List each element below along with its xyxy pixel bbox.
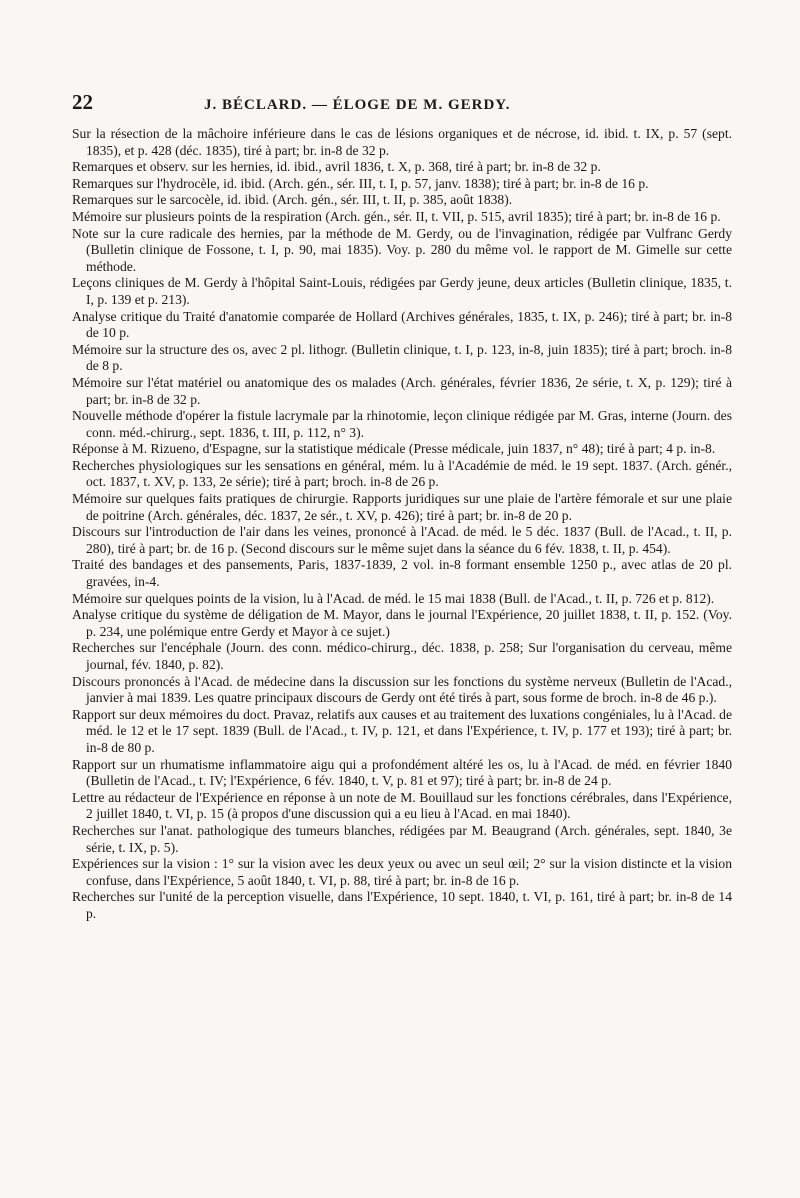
bibliography-entry: Analyse critique du Traité d'anatomie comparée de Hollard (Archives générales, 1835, t. IX, p. 246); tiré à part; br. in-8 de 10 p.	[72, 308, 732, 341]
bibliography-entry: Expériences sur la vision : 1° sur la vision avec les deux yeux ou avec un seul œil; 2° sur la vision distincte et la vision confuse, dans l'Expérience, 5 août 1840, t. VI, p. 88, tiré à part; br. in-8 de 16 p.	[72, 856, 732, 888]
bibliography-entry: Recherches sur l'anat. pathologique des tumeurs blanches, rédigées par M. Beaugrand (Arch. générales, sept. 1840, 3e série, t. IX, p. 5).	[72, 822, 732, 855]
bibliography-entry: Mémoire sur la structure des os, avec 2 pl. lithogr. (Bulletin clinique, t. I, p. 123, in-8, juin 1835); tiré à part; broch. in-8 de 8 p.	[72, 341, 732, 374]
bibliography-entry: Sur la résection de la mâchoire inférieure dans le cas de lésions organiques et de nécrose, id. ibid. t. IX, p. 57 (sept. 1835), et p. 428 (déc. 1835), tiré à part; br. in-8 de 32 p.	[72, 126, 732, 158]
page-header	[72, 90, 732, 124]
page	[72, 90, 732, 923]
bibliography-entry: Remarques sur l'hydrocèle, id. ibid. (Arch. gén., sér. III, t. I, p. 57, janv. 1838); tiré à part; br. in-8 de 16 p.	[72, 175, 649, 191]
bibliography-list	[72, 126, 732, 923]
bibliography-entry: Recherches sur l'unité de la perception visuelle, dans l'Expérience, 10 sept. 1840, t. VI, p. 161, tiré à part; br. in-8 de 14 p.	[72, 889, 732, 921]
bibliography-entry: Nouvelle méthode d'opérer la fistule lacrymale par la rhinotomie, leçon clinique rédigée par M. Gras, interne (Journ. des conn. méd.-chirurg., sept. 1836, t. III, p. 112, n° 3).	[72, 408, 732, 440]
bibliography-entry: Rapport sur un rhumatisme inflammatoire aigu qui a profondément altéré les os, lu à l'Acad. de méd. en février 1840 (Bulletin de l'Acad., t. IV; l'Expérience, 6 fév. 1840, t. V, p. 81 et 97); tiré à part; br. in-8 de 24 p.	[72, 756, 732, 789]
bibliography-entry: Mémoire sur quelques faits pratiques de chirurgie. Rapports juridiques sur une plaie de l'artère fémorale et sur une plaie de poitrine (Arch. générales, déc. 1837, 2e sér., t. XV, p. 426); tiré à part; br. in-8 de 20 p.	[72, 491, 732, 523]
bibliography-entry: Mémoire sur quelques points de la vision, lu à l'Acad. de méd. le 15 mai 1838 (Bull. de l'Acad., t. II, p. 726 et p. 812).	[72, 590, 715, 606]
bibliography-entry: Remarques et observ. sur les hernies, id. ibid., avril 1836, t. X, p. 368, tiré à part; br. in-8 de 32 p.	[72, 159, 601, 175]
bibliography-entry: Recherches sur l'encéphale (Journ. des conn. médico-chirurg., déc. 1838, p. 258; Sur l'organisation du cerveau, même journal, fév. 1840, p. 82).	[72, 640, 732, 672]
bibliography-entry: Note sur la cure radicale des hernies, par la méthode de M. Gerdy, ou de l'invagination, rédigée par Vulfranc Gerdy (Bulletin clinique de Fossone, t. I, p. 90, mai 1835). Voy. p. 280 du même vol. le rapport de M. Gimelle sur cette méthode.	[72, 225, 732, 274]
bibliography-entry: Discours sur l'introduction de l'air dans les veines, prononcé à l'Acad. de méd. le 5 déc. 1837 (Bull. de l'Acad., t. II, p. 280), tiré à part; br. de 16 p. (Second discours sur le même sujet dans la séance du 6 fév. 1838, t. II, p. 454).	[72, 524, 732, 556]
bibliography-entry: Analyse critique du système de déligation de M. Mayor, dans le journal l'Expérience, 20 juillet 1838, t. II, p. 152. (Voy. p. 234, une polémique entre Gerdy et Mayor à ce sujet.)	[72, 607, 732, 639]
bibliography-entry: Recherches physiologiques sur les sensations en général, mém. lu à l'Académie de méd. le 19 sept. 1837. (Arch. génér., oct. 1837, t. XV, p. 133, 2e série); tiré à part; broch. in-8 de 26 p.	[72, 457, 732, 490]
bibliography-entry: Lettre au rédacteur de l'Expérience en réponse à un note de M. Bouillaud sur les fonctions cérébrales, dans l'Expérience, 2 juillet 1840, t. VI, p. 15 (à propos d'une discussion qui a eu lieu à l'Acad. en mai 1840).	[72, 789, 732, 822]
running-title: J. BÉCLARD. — ÉLOGE DE M. GERDY.	[204, 97, 511, 113]
bibliography-entry: Traité des bandages et des pansements, Paris, 1837-1839, 2 vol. in-8 formant ensemble 1250 p., avec atlas de 20 pl. gravées, in-4.	[72, 557, 732, 590]
bibliography-entry: Mémoire sur plusieurs points de la respiration (Arch. gén., sér. II, t. VII, p. 515, avril 1835); tiré à part; br. in-8 de 16 p.	[72, 208, 721, 224]
bibliography-entry: Rapport sur deux mémoires du doct. Pravaz, relatifs aux causes et au traitement des luxations congéniales, lu à l'Acad. de méd. le 12 et le 17 sept. 1839 (Bull. de l'Acad., t. IV, p. 121, et dans l'Expérience, t. IV, p. 177 et 193); tiré à part; br. in-8 de 80 p.	[72, 706, 732, 755]
bibliography-entry: Leçons cliniques de M. Gerdy à l'hôpital Saint-Louis, rédigées par Gerdy jeune, deux articles (Bulletin clinique, 1835, t. I, p. 139 et p. 213).	[72, 275, 732, 307]
page-number: 22	[72, 90, 93, 114]
bibliography-entry: Réponse à M. Rizueno, d'Espagne, sur la statistique médicale (Presse médicale, juin 1837, n° 48); tiré à part; 4 p. in-8.	[72, 441, 716, 457]
bibliography-entry: Discours prononcés à l'Acad. de médecine dans la discussion sur les fonctions du système nerveux (Bulletin de l'Acad., janvier à mai 1839. Les quatre principaux discours de Gerdy ont été tirés à part, sous forme de broch. in-8 de 46 p.).	[72, 673, 732, 706]
bibliography-entry: Remarques sur le sarcocèle, id. ibid. (Arch. gén., sér. III, t. II, p. 385, août 1838).	[72, 192, 513, 208]
bibliography-entry: Mémoire sur l'état matériel ou anatomique des os malades (Arch. générales, février 1836, 2e série, t. X, p. 129); tiré à part; br. in-8 de 32 p.	[72, 374, 732, 407]
